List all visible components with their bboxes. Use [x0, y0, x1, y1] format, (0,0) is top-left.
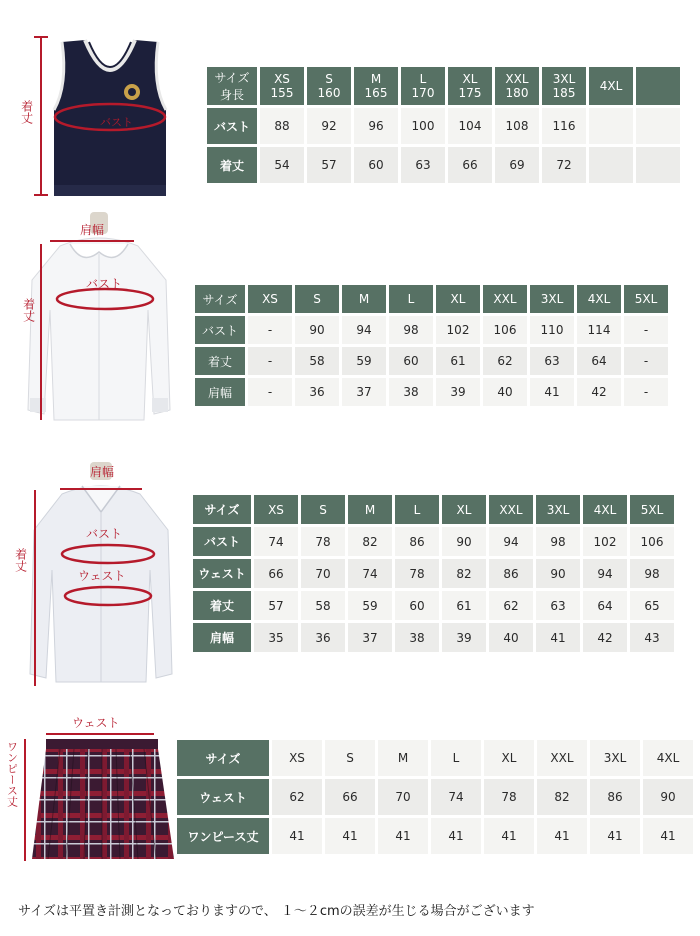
table-cell: 86 — [395, 527, 439, 556]
table-cell: 66 — [254, 559, 298, 588]
table-cell: 肩幅 — [195, 378, 245, 406]
table-cell: 41 — [536, 623, 580, 652]
table-cell: M 165 — [354, 67, 398, 105]
blouse2-row-bust — [193, 527, 674, 556]
table-cell: XXL — [489, 495, 533, 524]
table-cell: 94 — [489, 527, 533, 556]
table-cell: - — [624, 347, 668, 375]
table-cell: ワンピース丈 — [177, 818, 269, 854]
table-cell: 64 — [583, 591, 627, 620]
table-cell: 94 — [342, 316, 386, 344]
table-cell: L — [431, 740, 481, 776]
skirt-image — [28, 739, 178, 867]
table-cell: S — [325, 740, 375, 776]
table-cell: S — [295, 285, 339, 313]
table-cell: 4XL — [643, 740, 693, 776]
table-cell: 35 — [254, 623, 298, 652]
blouse1-bust-label: バスト — [86, 277, 123, 291]
table-cell: XL — [436, 285, 480, 313]
table-cell: 63 — [530, 347, 574, 375]
table-cell: M — [348, 495, 392, 524]
blouse2-shoulder-line — [60, 488, 142, 490]
measurement-note: サイズは平置き計測となっておりますので、 １～２cmの誤差が生じる場合がございます — [18, 904, 535, 919]
table-cell: 38 — [389, 378, 433, 406]
table-cell: S — [301, 495, 345, 524]
table-cell: バスト — [195, 316, 245, 344]
table-cell: 40 — [489, 623, 533, 652]
table-cell: ウェスト — [177, 779, 269, 815]
vest-header-height: 身長 — [219, 88, 244, 102]
table-cell — [636, 147, 680, 183]
table-cell: 62 — [272, 779, 322, 815]
table-cell: 82 — [348, 527, 392, 556]
table-cell: 41 — [378, 818, 428, 854]
table-cell: 102 — [436, 316, 480, 344]
table-cell: 78 — [301, 527, 345, 556]
table-cell: 59 — [342, 347, 386, 375]
table-cell: 98 — [536, 527, 580, 556]
table-cell: 106 — [483, 316, 527, 344]
table-cell: 43 — [630, 623, 674, 652]
blouse2-row-shoulder — [193, 623, 674, 652]
skirt-length-label: ワンピース丈 — [5, 741, 19, 807]
skirt-row-waist — [177, 779, 693, 815]
blouse1-shoulder-line — [50, 240, 134, 242]
table-cell: XL 175 — [448, 67, 492, 105]
table-cell: 106 — [630, 527, 674, 556]
table-cell: XXL 180 — [495, 67, 539, 105]
skirt-row-length — [177, 818, 693, 854]
skirt-size-table — [174, 737, 696, 857]
vest-header-size: サイズ — [214, 71, 250, 85]
table-cell: 90 — [295, 316, 339, 344]
blouse2-shoulder-label: 肩幅 — [90, 465, 115, 479]
table-cell: 3XL — [590, 740, 640, 776]
table-cell: 38 — [395, 623, 439, 652]
table-cell: 61 — [442, 591, 486, 620]
table-cell: 98 — [389, 316, 433, 344]
table-cell: 4XL — [589, 67, 633, 105]
vest-size-table — [204, 64, 683, 186]
table-cell: 100 — [401, 108, 445, 144]
blouse1-header-row — [195, 285, 668, 313]
blouse2-waist-label: ウェスト — [78, 569, 126, 583]
table-cell: XL — [484, 740, 534, 776]
vest-row-bust — [207, 108, 680, 144]
skirt-section — [0, 705, 700, 885]
blouse1-length-label: 着丈 — [21, 298, 36, 322]
table-cell: XL — [442, 495, 486, 524]
table-cell: 3XL — [536, 495, 580, 524]
table-cell: 108 — [495, 108, 539, 144]
blouse2-header-row — [193, 495, 674, 524]
vest-section — [0, 0, 700, 210]
table-cell: 72 — [542, 147, 586, 183]
table-cell: 86 — [489, 559, 533, 588]
table-cell: 114 — [577, 316, 621, 344]
table-cell: 86 — [590, 779, 640, 815]
table-cell: 54 — [260, 147, 304, 183]
table-cell: 肩幅 — [193, 623, 251, 652]
table-cell: 57 — [307, 147, 351, 183]
blouse1-image — [20, 210, 180, 430]
table-cell: 61 — [436, 347, 480, 375]
table-cell: 着丈 — [195, 347, 245, 375]
table-cell: 41 — [643, 818, 693, 854]
table-cell: 63 — [536, 591, 580, 620]
table-cell: 74 — [431, 779, 481, 815]
blouse1-row-bust — [195, 316, 668, 344]
table-cell: 41 — [325, 818, 375, 854]
table-cell — [207, 67, 257, 105]
table-cell: 60 — [389, 347, 433, 375]
table-cell: M — [342, 285, 386, 313]
table-cell: 3XL — [530, 285, 574, 313]
table-cell: XS 155 — [260, 67, 304, 105]
table-cell — [636, 67, 680, 105]
skirt-length-line — [24, 739, 26, 861]
table-cell: 90 — [536, 559, 580, 588]
table-cell: 3XL 185 — [542, 67, 586, 105]
table-cell: - — [624, 378, 668, 406]
table-cell: XS — [254, 495, 298, 524]
table-cell: ウェスト — [193, 559, 251, 588]
table-cell: XXL — [537, 740, 587, 776]
table-cell: 60 — [395, 591, 439, 620]
table-cell: - — [624, 316, 668, 344]
table-cell: 82 — [442, 559, 486, 588]
table-cell: 58 — [301, 591, 345, 620]
blouse1-row-length — [195, 347, 668, 375]
table-cell: 78 — [484, 779, 534, 815]
blouse1-row-shoulder — [195, 378, 668, 406]
table-cell: 92 — [307, 108, 351, 144]
table-cell: バスト — [207, 108, 257, 144]
blouse1-section — [0, 210, 700, 450]
table-cell: 着丈 — [207, 147, 257, 183]
table-cell: L — [395, 495, 439, 524]
table-cell: 63 — [401, 147, 445, 183]
table-cell: サイズ — [177, 740, 269, 776]
table-cell: 62 — [483, 347, 527, 375]
blouse2-waist-ellipse — [60, 582, 156, 610]
table-cell: 41 — [272, 818, 322, 854]
table-cell: 58 — [295, 347, 339, 375]
table-cell: 40 — [483, 378, 527, 406]
table-cell: L — [389, 285, 433, 313]
table-cell: 5XL — [630, 495, 674, 524]
table-cell: 88 — [260, 108, 304, 144]
table-cell: 39 — [442, 623, 486, 652]
table-cell: 69 — [495, 147, 539, 183]
table-cell: 74 — [348, 559, 392, 588]
table-cell: 39 — [436, 378, 480, 406]
table-cell: 98 — [630, 559, 674, 588]
blouse2-length-label: 着丈 — [13, 548, 28, 572]
table-cell: XXL — [483, 285, 527, 313]
table-cell: サイズ — [195, 285, 245, 313]
table-cell: 82 — [537, 779, 587, 815]
vest-bust-label: バスト — [100, 116, 133, 129]
table-cell: 41 — [530, 378, 574, 406]
table-cell — [589, 108, 633, 144]
table-cell: M — [378, 740, 428, 776]
table-cell: 102 — [583, 527, 627, 556]
blouse2-size-table — [190, 492, 677, 655]
skirt-waist-line — [46, 733, 154, 735]
table-cell: 116 — [542, 108, 586, 144]
table-cell: 57 — [254, 591, 298, 620]
table-cell: 4XL — [577, 285, 621, 313]
blouse2-section — [0, 450, 700, 700]
table-cell: 42 — [577, 378, 621, 406]
blouse1-shoulder-label: 肩幅 — [80, 223, 105, 237]
table-cell: 37 — [348, 623, 392, 652]
table-cell: 70 — [301, 559, 345, 588]
table-cell: 78 — [395, 559, 439, 588]
vest-length-line — [40, 36, 42, 196]
blouse2-length-line — [34, 490, 36, 686]
table-cell: 94 — [583, 559, 627, 588]
blouse2-row-waist — [193, 559, 674, 588]
table-cell: 110 — [530, 316, 574, 344]
table-cell: 41 — [431, 818, 481, 854]
table-cell: サイズ — [193, 495, 251, 524]
table-cell: 70 — [378, 779, 428, 815]
table-cell: 90 — [442, 527, 486, 556]
table-cell: XS — [272, 740, 322, 776]
table-cell: - — [248, 347, 292, 375]
table-cell: 36 — [301, 623, 345, 652]
table-cell: 65 — [630, 591, 674, 620]
vest-row-length — [207, 147, 680, 183]
blouse1-size-table — [192, 282, 671, 409]
table-cell: 62 — [489, 591, 533, 620]
table-cell: 41 — [590, 818, 640, 854]
table-cell: 36 — [295, 378, 339, 406]
table-cell: - — [248, 316, 292, 344]
table-cell — [589, 147, 633, 183]
table-cell: 66 — [325, 779, 375, 815]
blouse2-bust-label: バスト — [86, 527, 123, 541]
blouse1-length-line — [40, 244, 42, 420]
table-cell: 59 — [348, 591, 392, 620]
table-cell: XS — [248, 285, 292, 313]
table-cell: 4XL — [583, 495, 627, 524]
table-cell: バスト — [193, 527, 251, 556]
table-cell: 96 — [354, 108, 398, 144]
skirt-waist-label: ウェスト — [72, 716, 120, 730]
table-cell: L 170 — [401, 67, 445, 105]
table-cell — [636, 108, 680, 144]
table-cell: 74 — [254, 527, 298, 556]
table-cell: 90 — [643, 779, 693, 815]
table-cell: - — [248, 378, 292, 406]
vest-length-label: 着丈 — [19, 100, 34, 124]
skirt-header-row — [177, 740, 693, 776]
table-cell: 104 — [448, 108, 492, 144]
table-cell: 60 — [354, 147, 398, 183]
blouse2-row-length — [193, 591, 674, 620]
table-cell: 66 — [448, 147, 492, 183]
table-cell: 37 — [342, 378, 386, 406]
table-cell: 64 — [577, 347, 621, 375]
table-cell: 41 — [537, 818, 587, 854]
table-cell: S 160 — [307, 67, 351, 105]
table-cell: 41 — [484, 818, 534, 854]
table-cell: 着丈 — [193, 591, 251, 620]
blouse2-bust-ellipse — [58, 540, 158, 568]
table-cell: 5XL — [624, 285, 668, 313]
table-cell: 42 — [583, 623, 627, 652]
